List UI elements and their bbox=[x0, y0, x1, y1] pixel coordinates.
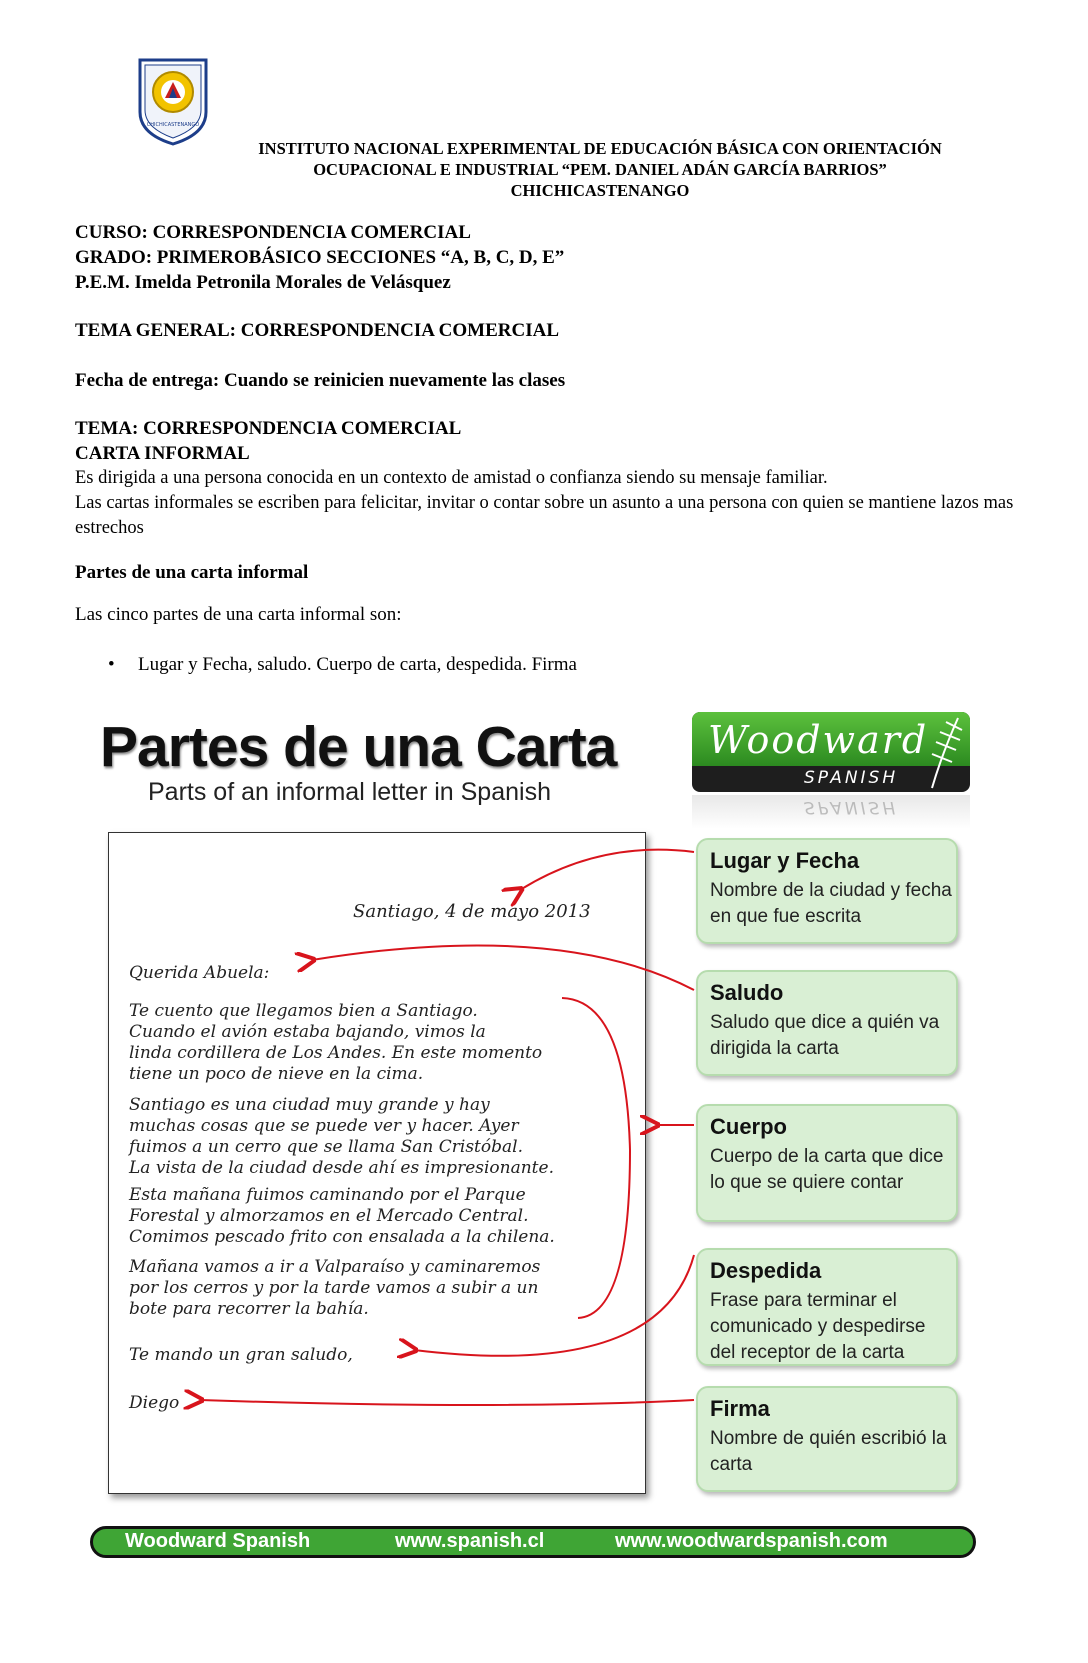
footer-brand: Woodward Spanish bbox=[125, 1530, 311, 1552]
letter-line: Forestal y almorzamos en el Mercado Central. bbox=[129, 1206, 529, 1226]
letter-line: muchas cosas que se puede ver y hacer. Ayer bbox=[129, 1116, 519, 1136]
brand-reflection: SPANISH bbox=[692, 795, 970, 829]
card-title: Firma bbox=[710, 1396, 770, 1421]
letter-line: fuimos a un cerro que se llama San Cristóbal. bbox=[129, 1137, 523, 1157]
letter-line: linda cordillera de Los Andes. En este momento bbox=[129, 1043, 543, 1063]
bracket-cuerpo bbox=[562, 998, 630, 1318]
partes-heading: Partes de una carta informal bbox=[75, 562, 309, 583]
curso-line: CURSO: CORRESPONDENCIA COMERCIAL bbox=[75, 222, 471, 243]
letter-line: Te cuento que llegamos bien a Santiago. bbox=[129, 1001, 478, 1021]
infographic-title: Partes de una Carta bbox=[100, 715, 617, 779]
footer-link-spanish-cl[interactable]: www.spanish.cl bbox=[395, 1530, 545, 1552]
institution-line3: CHICHICASTENANGO bbox=[510, 181, 690, 200]
card-title: Despedida bbox=[710, 1258, 822, 1283]
card-title: Cuerpo bbox=[710, 1114, 787, 1139]
card-desc: Frase para terminar el comunicado y despedirse del receptor de la carta bbox=[710, 1290, 926, 1363]
letter-date: Santiago, 4 de mayo 2013 bbox=[353, 901, 591, 922]
fecha-entrega: Fecha de entrega: Cuando se reinicien nuevamente las clases bbox=[75, 370, 566, 391]
card-title: Lugar y Fecha bbox=[710, 848, 860, 873]
arrow-despedida bbox=[414, 1255, 694, 1356]
logo-text: CHICHICASTENANGO bbox=[146, 122, 200, 128]
letter-line: Comimos pescado frito con ensalada a la chilena. bbox=[129, 1227, 555, 1247]
card-title: Saludo bbox=[710, 980, 784, 1005]
brand-name: Woodward bbox=[708, 718, 929, 762]
letter-line: Esta mañana fuimos caminando por el Parque bbox=[129, 1185, 526, 1205]
paragraph-2: Las cartas informales se escriben para felicitar, invitar o contar sobre un asunto a una persona con quien se mantiene lazos mas estrechos bbox=[75, 493, 1014, 538]
letter-line: La vista de la ciudad desde ahí es impresionante. bbox=[129, 1158, 554, 1178]
arrow-lugar-fecha bbox=[520, 850, 694, 890]
brand-sub: SPANISH bbox=[804, 768, 899, 788]
card-desc: Nombre de la ciudad y fecha en que fue escrita bbox=[710, 880, 952, 927]
institution-line2: OCUPACIONAL E INDUSTRIAL “PEM. DANIEL ADÁN GARCÍA BARRIOS” bbox=[313, 160, 887, 179]
carta-informal-heading: CARTA INFORMAL bbox=[75, 443, 250, 464]
cinco-partes-text: Las cinco partes de una carta informal son: bbox=[75, 604, 402, 625]
paragraph-1: Es dirigida a una persona conocida en un contexto de amistad o confianza siendo su mensaje familiar. bbox=[75, 468, 828, 488]
letter-line: Cuando el avión estaba bajando, vimos la bbox=[129, 1022, 486, 1042]
infographic-footer bbox=[90, 1526, 976, 1558]
institution-line1: INSTITUTO NACIONAL EXPERIMENTAL DE EDUCACIÓN BÁSICA CON ORIENTACIÓN bbox=[258, 139, 942, 158]
letter-line: Santiago es una ciudad muy grande y hay bbox=[129, 1095, 490, 1115]
card-desc: Nombre de quién escribió la carta bbox=[710, 1428, 947, 1475]
teacher-line: P.E.M. Imelda Petronila Morales de Velásquez bbox=[75, 272, 451, 293]
infographic-subtitle: Parts of an informal letter in Spanish bbox=[148, 778, 551, 806]
letter-line: tiene un poco de nieve en la cima. bbox=[129, 1064, 424, 1084]
bullet-text: Lugar y Fecha, saludo. Cuerpo de carta, despedida. Firma bbox=[138, 654, 577, 675]
arrow-firma bbox=[200, 1400, 694, 1405]
card-desc: Saludo que dice a quién va dirigida la carta bbox=[710, 1012, 940, 1059]
tema-line: TEMA: CORRESPONDENCIA COMERCIAL bbox=[75, 418, 462, 439]
letter-signature: Diego bbox=[129, 1393, 180, 1413]
card-desc: Cuerpo de la carta que dice lo que se quiere contar bbox=[710, 1146, 944, 1193]
grado-line: GRADO: PRIMEROBÁSICO SECCIONES “A, B, C, D, E” bbox=[75, 247, 565, 268]
footer-link-woodwardspanish[interactable]: www.woodwardspanish.com bbox=[615, 1530, 888, 1552]
arrow-saludo bbox=[312, 945, 694, 990]
letter-line: bote para recorrer la bahía. bbox=[129, 1299, 369, 1319]
letter-greeting: Querida Abuela: bbox=[129, 963, 270, 983]
bullet-icon: • bbox=[108, 654, 115, 675]
tema-general: TEMA GENERAL: CORRESPONDENCIA COMERCIAL bbox=[75, 320, 560, 341]
letter-line: por los cerros y por la tarde vamos a subir a un bbox=[129, 1278, 539, 1298]
letter-line: Mañana vamos a ir a Valparaíso y caminaremos bbox=[129, 1257, 541, 1277]
letter-closing: Te mando un gran saludo, bbox=[129, 1345, 353, 1365]
